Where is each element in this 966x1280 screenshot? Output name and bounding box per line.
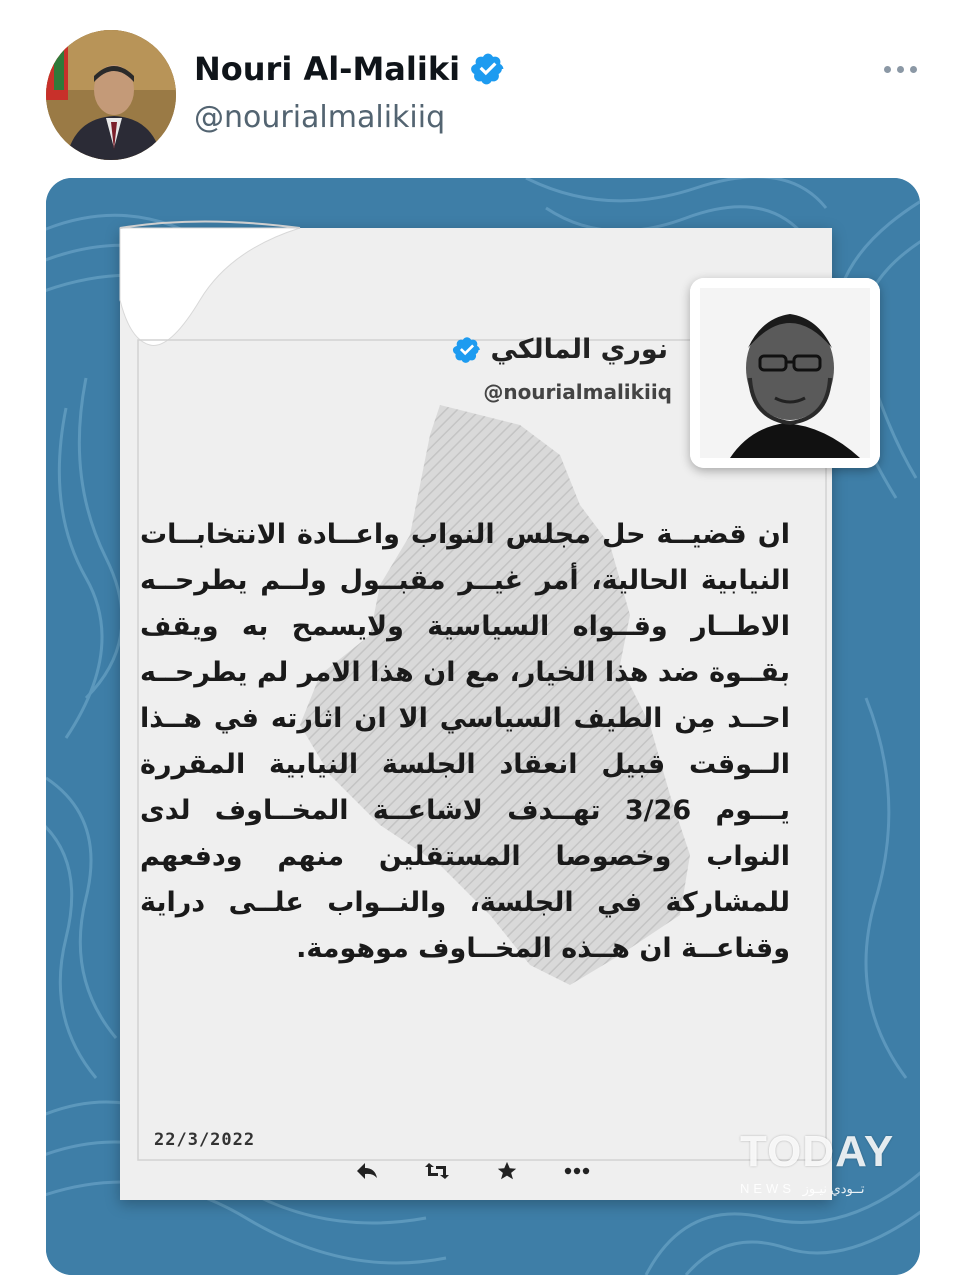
quote-author-handle: @nourialmalikiiq <box>483 380 672 404</box>
more-dot <box>897 66 904 73</box>
avatar-photo <box>46 30 176 160</box>
avatar[interactable] <box>46 30 176 160</box>
quote-author-name-row <box>440 334 668 365</box>
verified-badge-icon <box>452 335 482 365</box>
verified-badge-icon <box>470 51 506 87</box>
quote-action-bar <box>352 1156 592 1186</box>
display-name[interactable]: Nouri Al-Maliki <box>194 50 461 88</box>
watermark-logo: TODAY <box>740 1127 895 1176</box>
quote-date: 22/3/2022 <box>154 1130 256 1150</box>
more-options-icon[interactable] <box>878 54 922 84</box>
author-portrait <box>690 278 880 468</box>
watermark-subtitle: NEWS تــودي نيـوز <box>740 1181 865 1196</box>
handle[interactable]: @nourialmalikiiq <box>194 100 446 135</box>
quote-body-text: ان قضيــة حل مجلس النواب واعــادة الانتخابــات النيابية الحالية، أمر غيــر مقبــول ولــم يطرحــه الاطــار وقــواه السياسية ولايسمح به ويقف بقــوة ضد هذا الخيار، مع ان هذا الامر لم يطرحــه احــد مِن الطيف السياسي الا ان اثارته في هــذا الــوقت قبيل انعقاد الجلسة النيابية المقررة يـــوم 3/26 تهــدف لاشاعــة المخــاوف لدى النواب وخصوصا المستقلين منهم ودفعهم للمشاركة في الجلسة، والنــواب علــى دراية وقناعــة ان هــذه المخــاوف موهومة. <box>140 519 790 964</box>
quote-author-photo <box>690 278 880 468</box>
quote-author-name: نوري المالكي <box>490 334 668 365</box>
more-dot <box>884 66 891 73</box>
tweet-header <box>0 0 966 170</box>
retweet-icon <box>422 1156 452 1186</box>
more-dot <box>910 66 917 73</box>
like-star-icon <box>492 1156 522 1186</box>
reply-icon <box>352 1156 382 1186</box>
more-icon <box>562 1156 592 1186</box>
today-news-watermark <box>740 1128 920 1202</box>
display-name-row[interactable] <box>194 50 506 88</box>
